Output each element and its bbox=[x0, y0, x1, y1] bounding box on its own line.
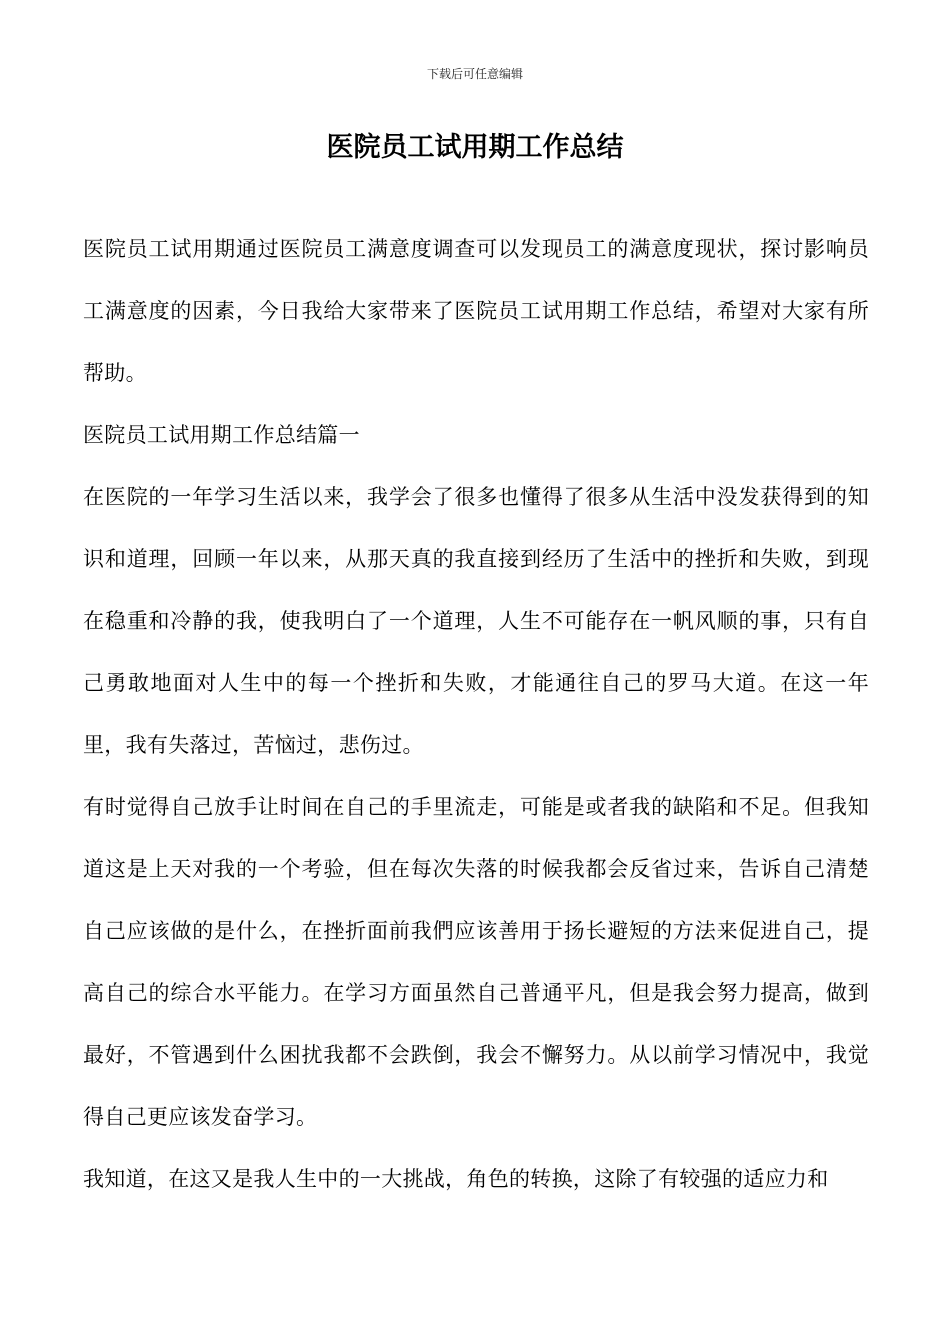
intro-paragraph: 医院员工试用期通过医院员工满意度调查可以发现员工的满意度现状，探讨影响员工满意度的因素，今日我给大家带来了医院员工试用期工作总结，希望对大家有所帮助。 bbox=[83, 237, 869, 385]
body-paragraph-3: 我知道，在这又是我人生中的一大挑战，角色的转换，这除了有较强的适应力和 bbox=[83, 1167, 829, 1191]
body-paragraph-1: 在医院的一年学习生活以来，我学会了很多也懂得了很多从生活中没发获得到的知识和道理，回顾一年以来，从那天真的我直接到经历了生活中的挫折和失败，到现在稳重和冷静的我，使我明白了一个道理，人生不可能存在一帆风顺的事，只有自己勇敢地面对人生中的每一个挫折和失败，才能通往自己的罗马大道。在这一年里，我有失落过，苦恼过，悲伤过。 bbox=[83, 485, 869, 757]
section-heading: 医院员工试用期工作总结篇一 bbox=[83, 423, 360, 447]
document-title: 医院员工试用期工作总结 bbox=[326, 132, 624, 163]
document-body bbox=[83, 218, 869, 1210]
body-paragraph-2: 有时觉得自己放手让时间在自己的手里流走，可能是或者我的缺陷和不足。但我知道这是上天对我的一个考验，但在每次失落的时候我都会反省过来，告诉自己清楚自己应该做的是什么，在挫折面前我們应该善用于扬长避短的方法来促进自己，提高自己的综合水平能力。在学习方面虽然自己普通平凡，但是我会努力提高，做到最好，不管遇到什么困扰我都不会跌倒，我会不懈努力。从以前学习情况中，我觉得自己更应该发奋学习。 bbox=[83, 795, 869, 1129]
header-note: 下载后可任意编辑 bbox=[426, 67, 523, 81]
